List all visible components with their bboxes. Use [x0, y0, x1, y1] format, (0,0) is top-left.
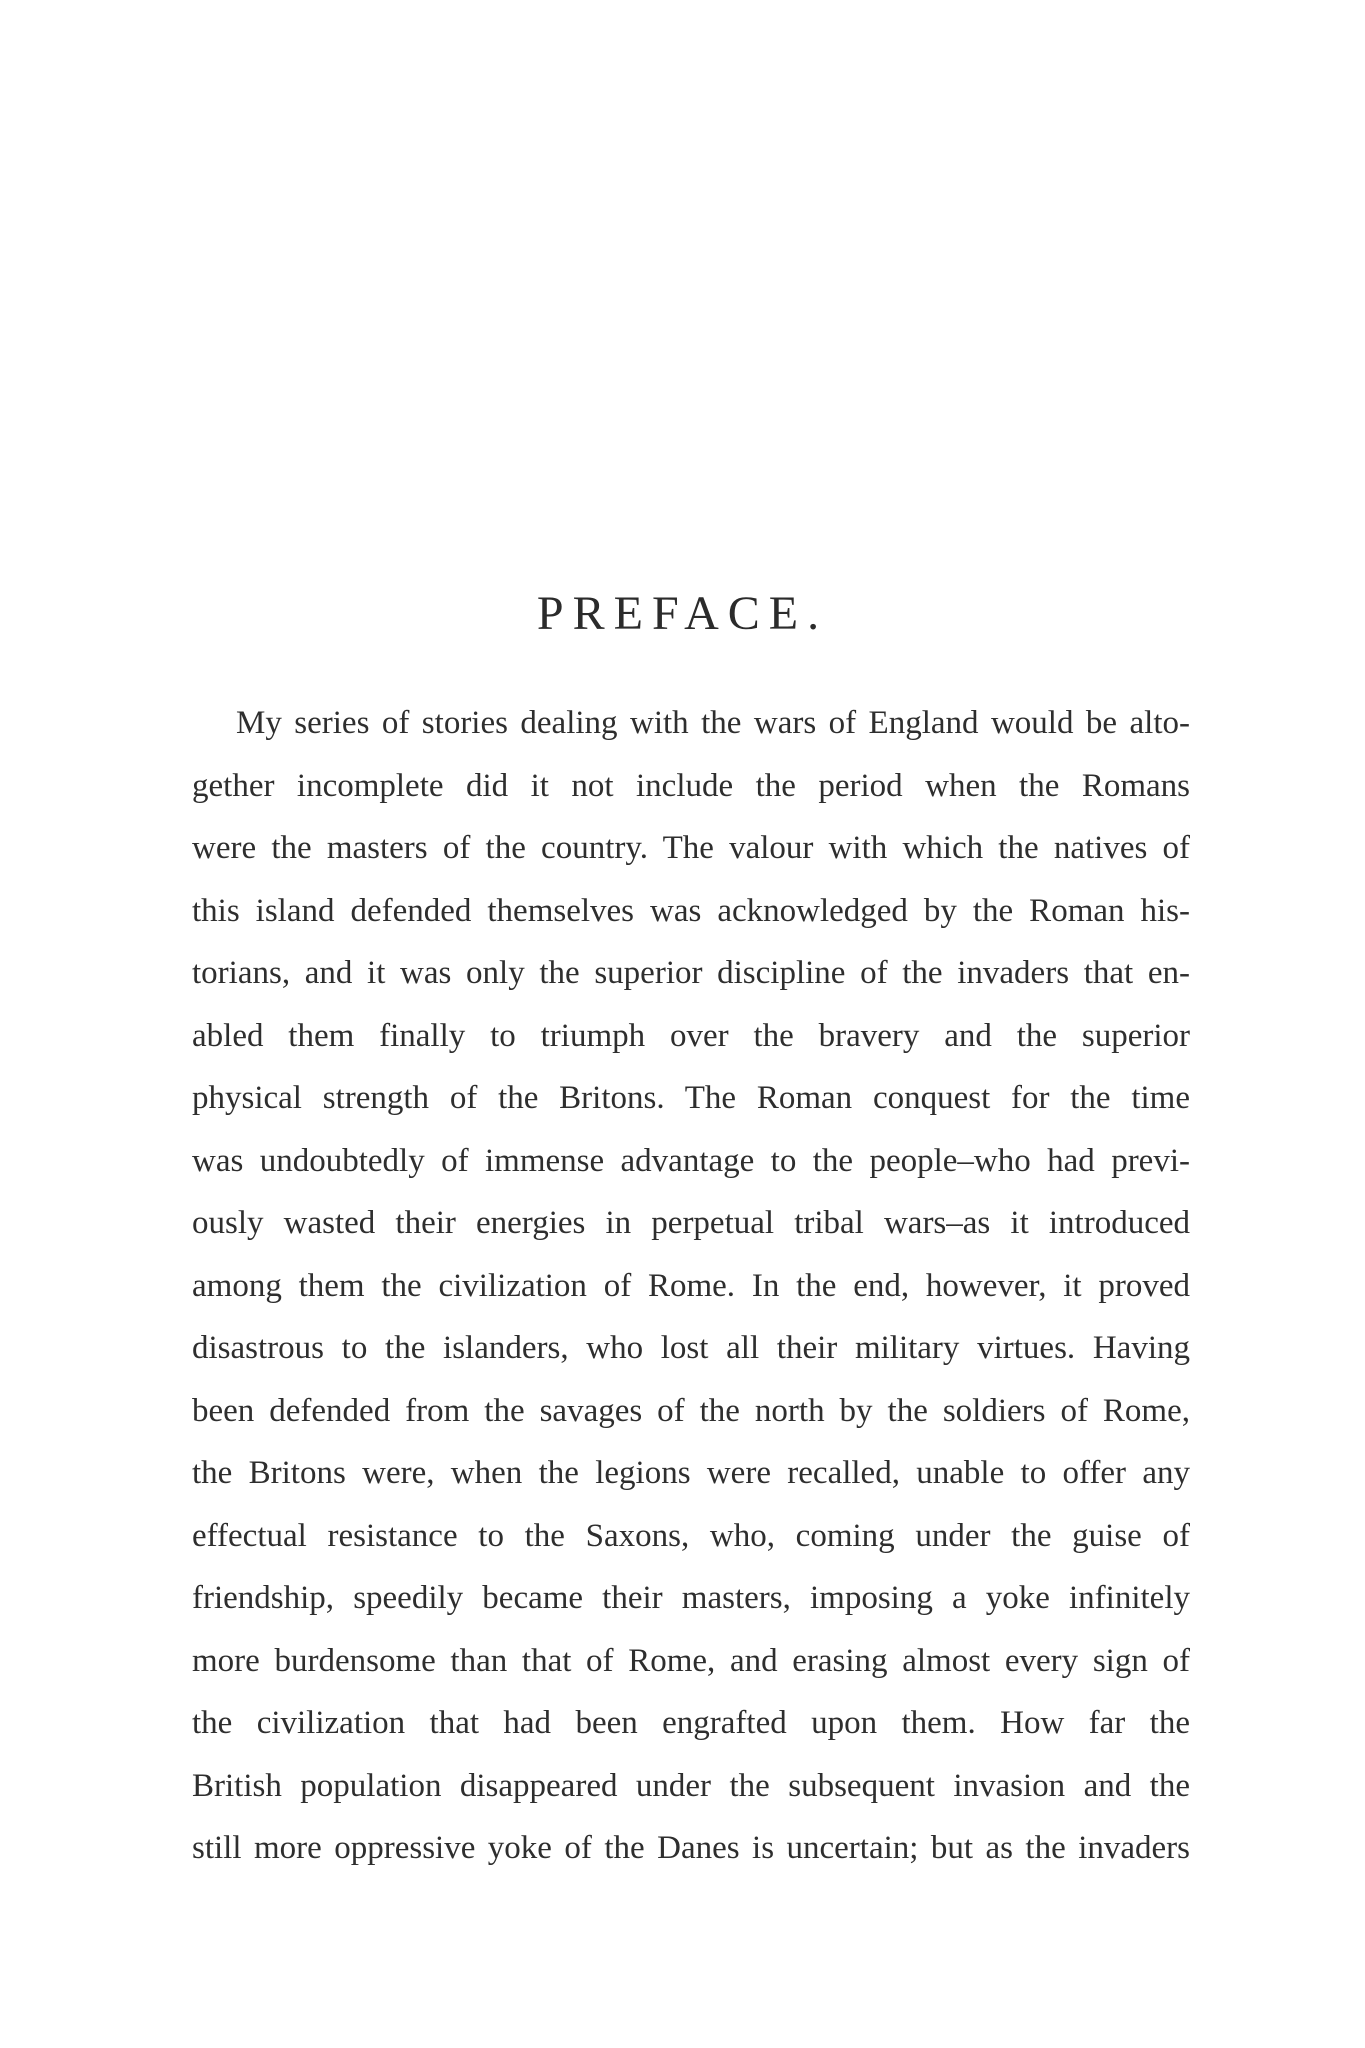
text-line: the Britons were, when the legions were recalled, unable to offer any — [192, 1455, 1190, 1491]
text-line: more burdensome than that of Rome, and erasing almost every sign of — [192, 1642, 1190, 1679]
text-line: been defended from the savages of the north by the soldiers of Rome, — [192, 1392, 1190, 1429]
text-line: British population disappeared under the subsequent invasion and the — [192, 1767, 1190, 1804]
text-line: ously wasted their energies in perpetual tribal wars–as it introduced — [192, 1205, 1190, 1241]
text-line: among them the civilization of Rome. In the end, however, it proved — [192, 1267, 1190, 1304]
text-line: friendship, speedily became their masters, imposing a yoke infinitely — [192, 1580, 1190, 1616]
text-line: was undoubtedly of immense advantage to the people–who had previ- — [192, 1142, 1190, 1179]
text-line: physical strength of the Britons. The Roman conquest for the time — [192, 1080, 1190, 1116]
text-line: the civilization that had been engrafted upon them. How far the — [192, 1705, 1190, 1741]
preface-paragraph — [192, 692, 1190, 1880]
page-heading: PREFACE. — [536, 587, 829, 640]
text-line: disastrous to the islanders, who lost all their military virtues. Having — [192, 1330, 1190, 1366]
text-line: abled them finally to triumph over the bravery and the superior — [192, 1017, 1190, 1054]
text-line: torians, and it was only the superior discipline of the invaders that en- — [192, 955, 1190, 991]
text-line: were the masters of the country. The valour with which the natives of — [192, 830, 1190, 866]
text-line: still more oppressive yoke of the Danes is uncertain; but as the invaders — [192, 1830, 1190, 1866]
text-line: gether incomplete did it not include the period when the Romans — [192, 767, 1190, 804]
text-line: this island defended themselves was acknowledged by the Roman his- — [192, 892, 1190, 929]
text-line: My series of stories dealing with the wars of England would be alto- — [236, 705, 1190, 741]
text-line: effectual resistance to the Saxons, who, coming under the guise of — [192, 1517, 1190, 1554]
